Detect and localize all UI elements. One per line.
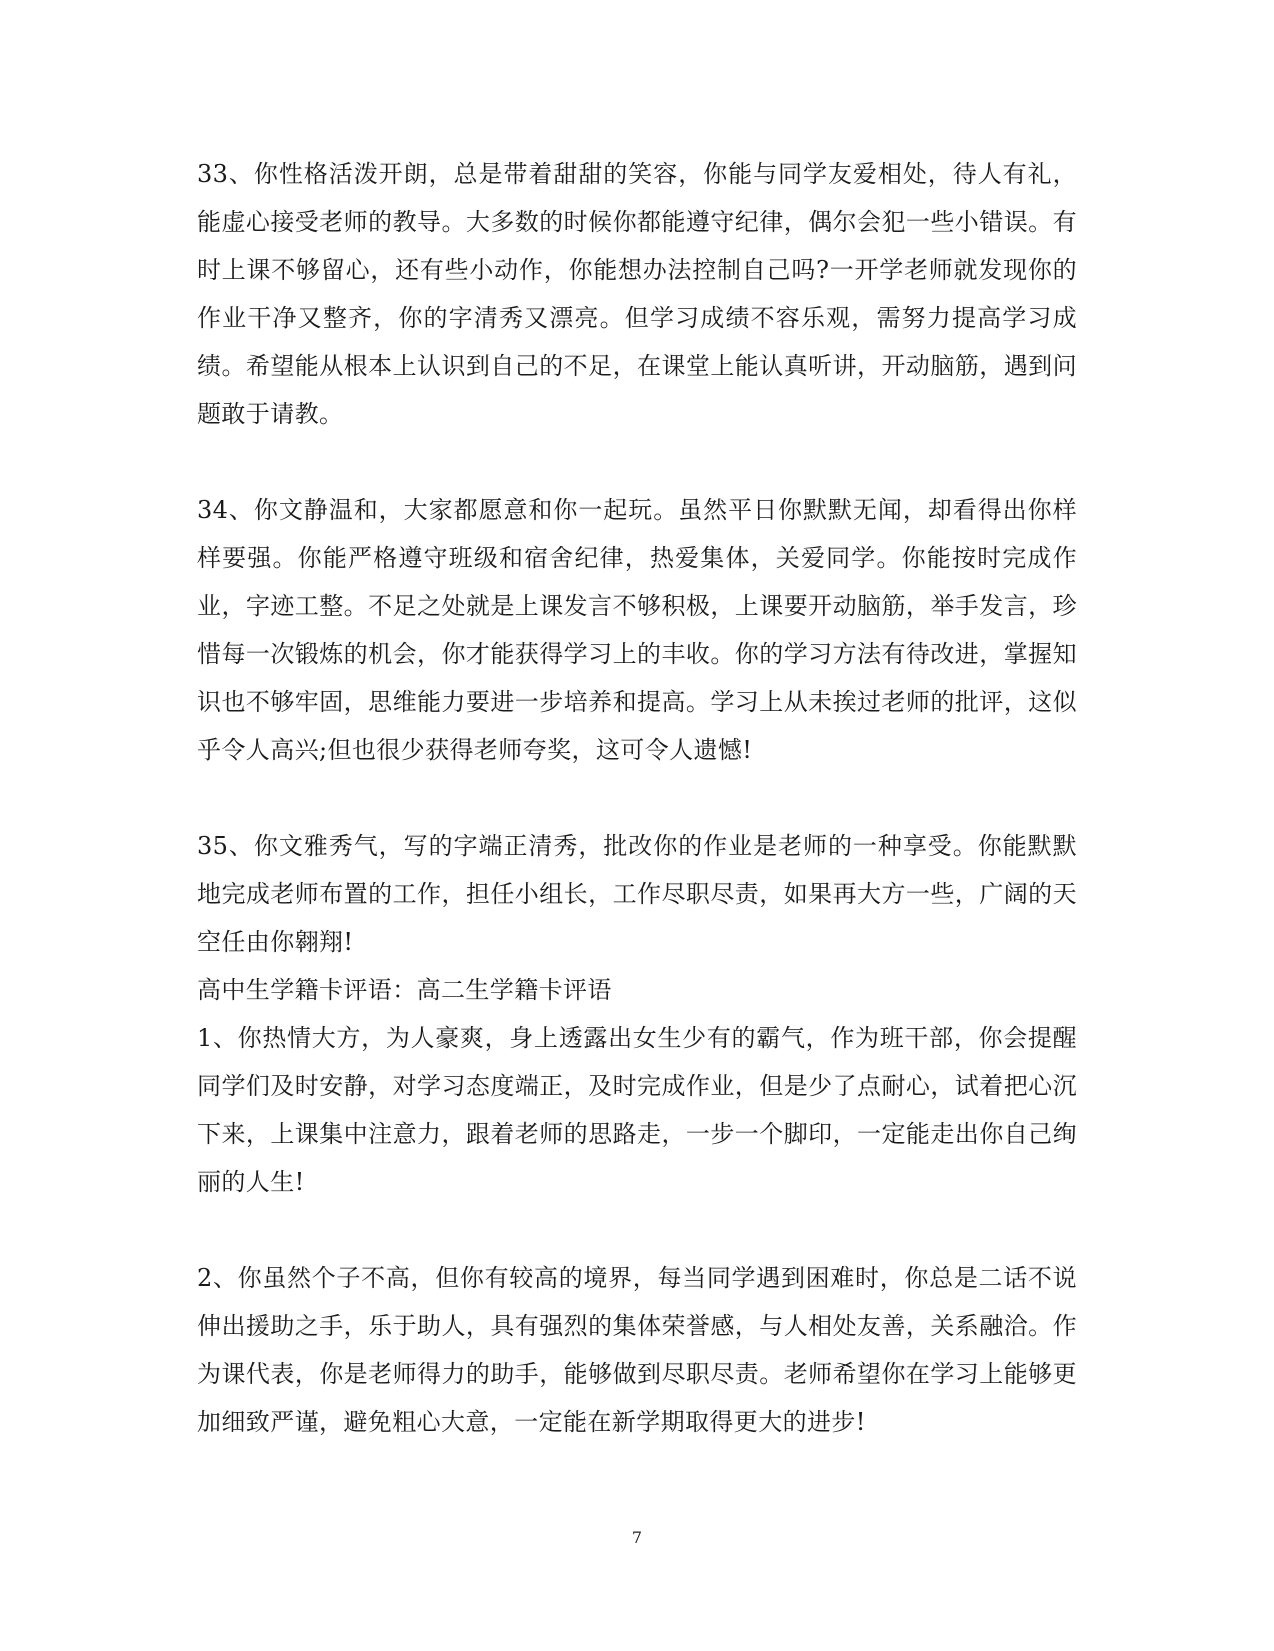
paragraph-34: 34、你文静温和，大家都愿意和你一起玩。虽然平日你默默无闻，却看得出你样样要强。你能严格遵守班级和宿舍纪律，热爱集体，关爱同学。你能按时完成作业，字迹工整。不足之处就是上课发言不够积极，上课要开动脑筋，举手发言，珍惜每一次锻炼的机会，你才能获得学习上的丰收。你的学习方法有待改进，掌握知识也不够牢固，思维能力要进一步培养和提高。学习上从未挨过老师的批评，这似乎令人高兴;但也很少获得老师夸奖，这可令人遗憾! — [197, 496, 1077, 764]
paragraph-33: 33、你性格活泼开朗，总是带着甜甜的笑容，你能与同学友爱相处，待人有礼，能虚心接受老师的教导。大多数的时候你都能遵守纪律，偶尔会犯一些小错误。有时上课不够留心，还有些小动作，你能想办法控制自己吗?一开学老师就发现你的作业干净又整齐，你的字清秀又漂亮。但学习成绩不容乐观，需努力提高学习成绩。希望能从根本上认识到自己的不足，在课堂上能认真听讲，开动脑筋，遇到问题敢于请教。 — [197, 160, 1077, 428]
page-number: 7 — [631, 1528, 643, 1547]
paragraph-1: 1、你热情大方，为人豪爽，身上透露出女生少有的霸气，作为班干部，你会提醒同学们及时安静，对学习态度端正，及时完成作业，但是少了点耐心，试着把心沉下来，上课集中注意力，跟着老师的思路走，一步一个脚印，一定能走出你自己绚丽的人生! — [197, 1024, 1077, 1196]
paragraph-spacer — [197, 774, 1077, 822]
section-heading: 高中生学籍卡评语：高二生学籍卡评语 — [197, 976, 612, 1004]
paragraph-2: 2、你虽然个子不高，但你有较高的境界，每当同学遇到困难时，你总是二话不说伸出援助之手，乐于助人，具有强烈的集体荣誉感，与人相处友善，关系融洽。作为课代表，你是老师得力的助手，能够做到尽职尽责。老师希望你在学习上能够更加细致严谨，避免粗心大意，一定能在新学期取得更大的进步! — [197, 1264, 1077, 1436]
paragraph-35: 35、你文雅秀气，写的字端正清秀，批改你的作业是老师的一种享受。你能默默地完成老师布置的工作，担任小组长，工作尽职尽责，如果再大方一些，广阔的天空任由你翱翔! — [197, 832, 1077, 956]
paragraph-spacer — [197, 1206, 1077, 1254]
document-body — [197, 150, 1077, 1446]
paragraph-spacer — [197, 438, 1077, 486]
